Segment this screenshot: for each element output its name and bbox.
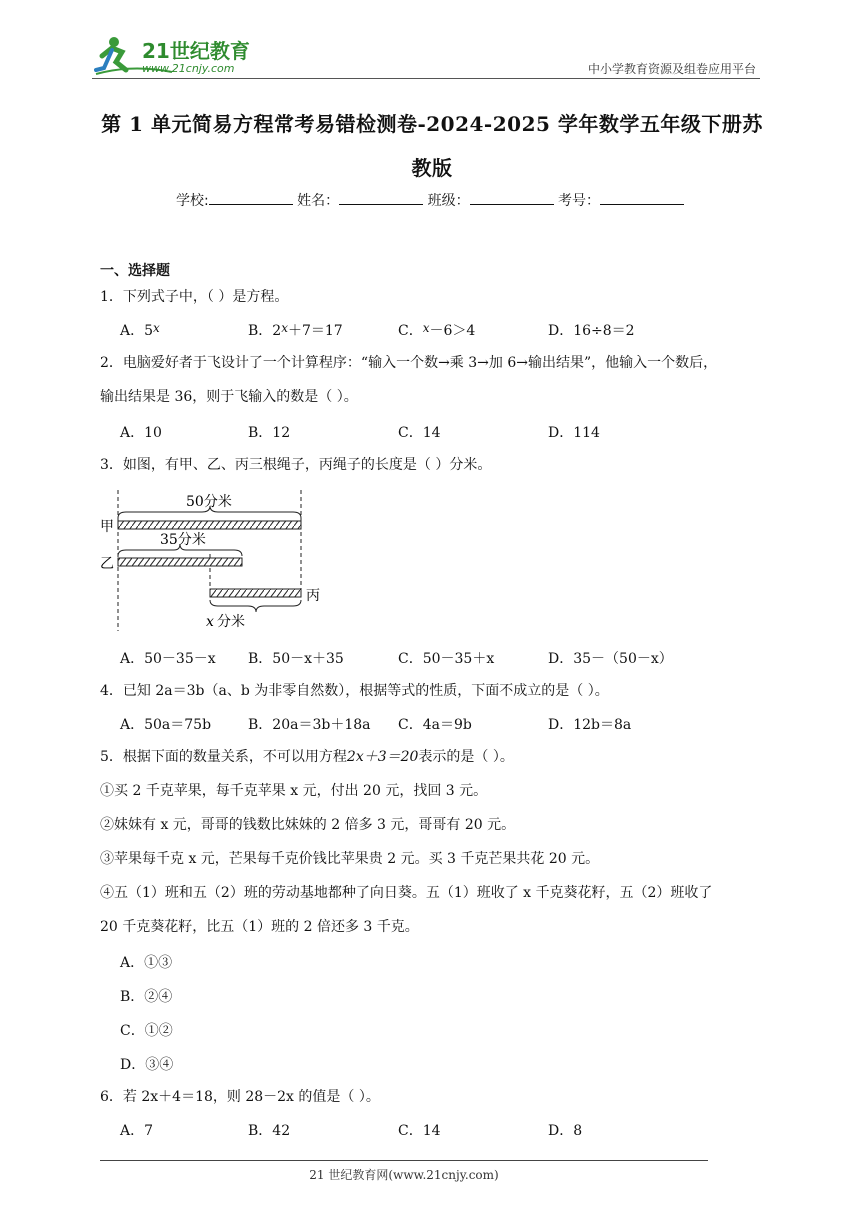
label-x-var: x (206, 614, 214, 630)
q2-stem-line1: 2．电脑爱好者于飞设计了一个计算程序：“输入一个数→乘 3→加 6→输出结果”，他输入一个数后， (100, 355, 718, 371)
q5-option-b[interactable]: B．②④ (120, 989, 173, 1005)
class-blank[interactable] (470, 192, 554, 205)
q6-option-b[interactable]: B．42 (248, 1123, 291, 1139)
q4-option-d[interactable]: D．12b＝8a (548, 717, 632, 733)
logo (92, 34, 262, 78)
exam-no-blank[interactable] (600, 192, 684, 205)
q6-stem: 6．若 2x＋4＝18，则 28－2x 的值是（ ）。 (100, 1089, 380, 1105)
q6-option-c[interactable]: C．14 (398, 1123, 441, 1139)
rope-jia (118, 521, 301, 529)
q1-a-var: x (153, 321, 160, 335)
svg-text:www.21cnjy.com: www.21cnjy.com (142, 62, 235, 75)
label-35: 35分米 (160, 532, 206, 548)
q5-stem-pre: 5．根据下面的数量关系，不可以用方程 (100, 749, 347, 765)
q5-statement-1: ①买 2 千克苹果，每千克苹果 x 元，付出 20 元，找回 3 元。 (100, 783, 488, 799)
page-title-line2: 教版 (411, 156, 453, 180)
q3-option-b[interactable]: B．50－x＋35 (248, 651, 344, 667)
q6-option-d[interactable]: D．8 (548, 1123, 583, 1139)
q1-b-post: ＋7＝17 (287, 323, 343, 339)
runner-logo-icon (92, 34, 262, 78)
rope-jia-label: 甲 (100, 519, 114, 535)
q3-option-d[interactable]: D．35－（50－x） (548, 651, 673, 667)
q4-stem: 4．已知 2a＝3b（a、b 为非零自然数），根据等式的性质，下面不成立的是（ ）。 (100, 683, 609, 699)
q1-option-d[interactable]: D．16÷8＝2 (548, 323, 635, 339)
q3-stem: 3．如图，有甲、乙、丙三根绳子，丙绳子的长度是（ ）分米。 (100, 457, 492, 473)
q2-option-d[interactable]: D．114 (548, 425, 600, 441)
q1-c-pre: C． (398, 323, 423, 339)
q1-stem: 1．下列式子中，（ ）是方程。 (100, 289, 289, 305)
brace-x (210, 600, 301, 612)
q5-statement-4-line1: ④五（1）班和五（2）班的劳动基地都种了向日葵。五（1）班收了 x 千克葵花籽，五（2）班收了 (100, 885, 713, 901)
q1-option-b[interactable] (248, 320, 343, 340)
footer-divider (100, 1160, 708, 1161)
q5-statement-4-line2: 20 千克葵花籽，比五（1）班的 2 倍还多 3 千克。 (100, 919, 419, 935)
rope-bing-label: 丙 (306, 588, 320, 604)
header-divider (92, 78, 760, 79)
q1-c-var: x (422, 321, 430, 335)
q1-b-pre: B．2 (248, 323, 282, 339)
label-x-unit: 分米 (217, 614, 245, 630)
name-label: 姓名： (297, 193, 340, 209)
exam-no-label: 考号： (558, 193, 601, 209)
q4-option-c[interactable]: C．4a＝9b (398, 717, 472, 733)
q4-option-a[interactable]: A．50a＝75b (120, 717, 212, 733)
q2-stem-line2: 输出结果是 36，则于飞输入的数是（ ）。 (100, 389, 358, 405)
footer-text: 21 世纪教育网(www.21cnjy.com) (309, 1168, 499, 1182)
name-blank[interactable] (339, 192, 423, 205)
class-label: 班级： (427, 193, 470, 209)
rope-bing (210, 589, 301, 597)
q5-option-d[interactable]: D．③④ (120, 1057, 174, 1073)
q6-option-a[interactable]: A．7 (120, 1123, 154, 1139)
q3-option-c[interactable]: C．50－35＋x (398, 651, 495, 667)
school-blank[interactable] (209, 192, 293, 205)
q5-stem (100, 748, 514, 766)
q2-option-b[interactable]: B．12 (248, 425, 291, 441)
page-title-line1: 第 1 单元简易方程常考易错检测卷-2024-2025 学年数学五年级下册苏 (101, 112, 763, 136)
platform-name: 中小学教育资源及组卷应用平台 (587, 62, 756, 76)
q5-equation: 2x＋3＝20 (346, 749, 419, 765)
q1-option-c[interactable] (398, 320, 475, 340)
q1-a-text: A．5 (120, 323, 154, 339)
school-label: 学校: (175, 193, 209, 209)
rope-yi (118, 558, 242, 566)
svg-text:21世纪教育: 21世纪教育 (142, 39, 250, 63)
q1-c-post: －6＞4 (429, 323, 476, 339)
q2-option-a[interactable]: A．10 (120, 425, 162, 441)
student-info-line (0, 190, 860, 210)
q3-option-a[interactable]: A．50－35－x (120, 651, 216, 667)
section-heading: 一、选择题 (100, 263, 170, 279)
q2-option-c[interactable]: C．14 (398, 425, 441, 441)
rope-diagram (96, 486, 366, 636)
q1-b-var: x (281, 321, 288, 335)
q5-statement-2: ②妹妹有 x 元，哥哥的钱数比妹妹的 2 倍多 3 元，哥哥有 20 元。 (100, 817, 516, 833)
q1-option-a[interactable] (120, 320, 160, 340)
label-50: 50分米 (186, 494, 232, 510)
q4-option-b[interactable]: B．20a＝3b＋18a (248, 717, 371, 733)
rope-yi-label: 乙 (100, 556, 114, 572)
q5-stem-post: 表示的是（ ）。 (418, 749, 514, 765)
q5-option-a[interactable]: A．①③ (120, 955, 173, 971)
q5-option-c[interactable]: C．①② (120, 1023, 173, 1039)
q5-statement-3: ③苹果每千克 x 元，芒果每千克价钱比苹果贵 2 元。买 3 千克芒果共花 20 元。 (100, 851, 600, 867)
